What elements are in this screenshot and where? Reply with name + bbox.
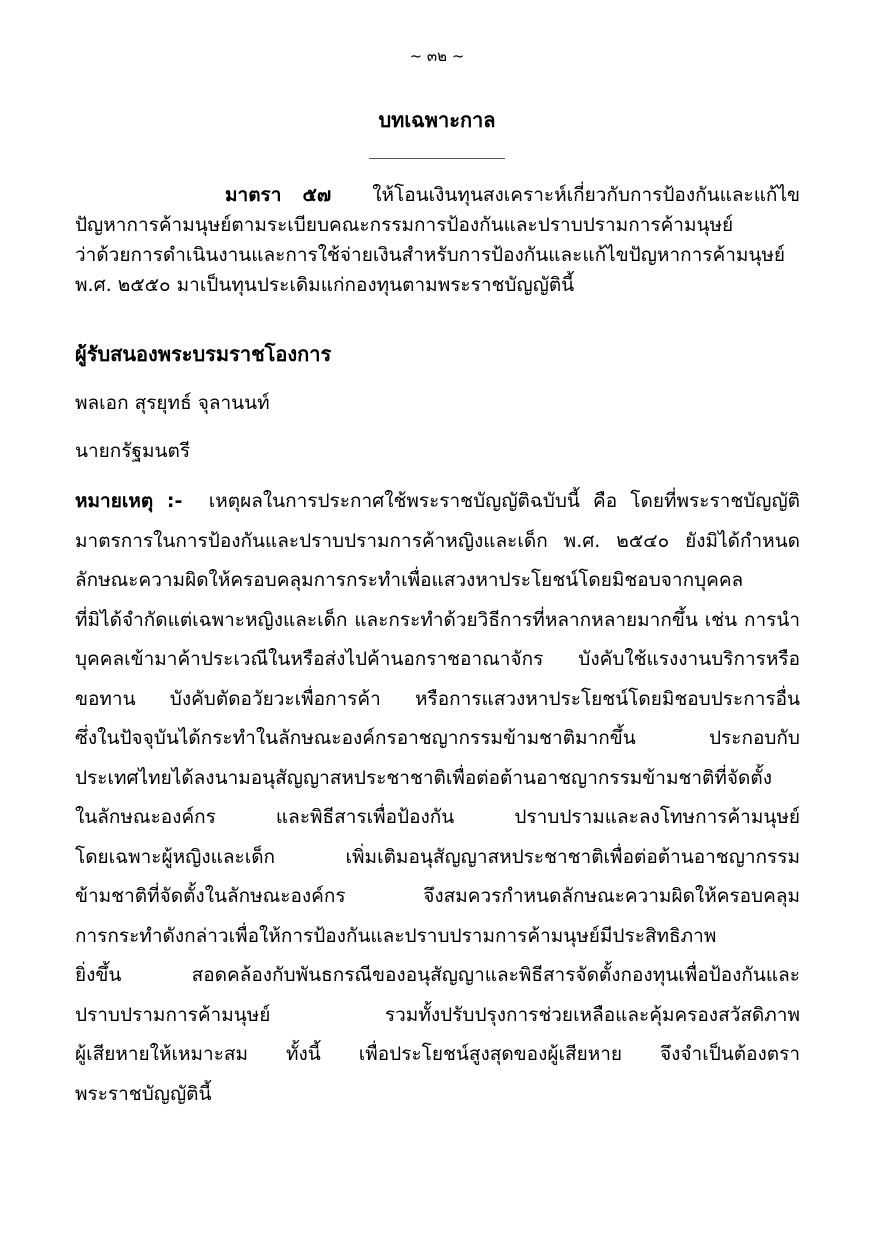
note-line-11: ข้ามชาติที่จัดตั้งในลักษณะองค์กร จึงสมควรกำหนดลักษณะความผิดให้ครอบคลุม [75,885,800,907]
note-line-7: ซึ่งในปัจจุบันได้กระทำในลักษณะองค์กรอาชญากรรมข้ามชาติมากขึ้น ประกอบกับ [75,727,800,749]
section-57 [75,180,800,300]
countersign-heading: ผู้รับสนองพระบรมราชโองการ [75,342,332,366]
signatory-title: นายกรัฐมนตรี [75,440,191,462]
note-line-12: การกระทำดังกล่าวเพื่อให้การป้องกันและปราบปรามการค้ามนุษย์มีประสิทธิภาพ [75,924,717,947]
note-line-1 [75,482,800,522]
page-number: ~ ๓๒ ~ [409,47,465,65]
note-line-14: ปราบปรามการค้ามนุษย์ รวมทั้งปรับปรุงการช่วยเหลือและคุ้มครองสวัสดิภาพ [75,1003,800,1026]
chapter-title: บทเฉพาะกาล [378,108,496,132]
note-line-6: ขอทาน บังคับตัดอวัยวะเพื่อการค้า หรือการแสวงหาประโยชน์โดยมิชอบประการอื่น [75,687,800,710]
section-57-line-1 [75,180,800,210]
note-line-3: ลักษณะความผิดให้ครอบคลุมการกระทำเพื่อแสวงหาประโยชน์โดยมิชอบจากบุคคล [75,569,744,591]
explanatory-note [75,482,800,1114]
title-divider [369,158,505,159]
note-line-10: โดยเฉพาะผู้หญิงและเด็ก เพิ่มเติมอนุสัญญาสหประชาชาติเพื่อต่อต้านอาชญากรรม [75,845,800,868]
note-label: หมายเหตุ :- [75,490,183,512]
section-57-line-3: ว่าด้วยการดำเนินงานและการใช้จ่ายเงินสำหรับการป้องกันและแก้ไขปัญหาการค้ามนุษย์ [75,244,786,266]
note-line-8: ประเทศไทยได้ลงนามอนุสัญญาสหประชาชาติเพื่อต่อต้านอาชญากรรมข้ามชาติที่จัดตั้ง [75,766,773,789]
section-57-label: มาตรา ๕๗ [225,184,332,206]
section-57-line-4: พ.ศ. ๒๕๕๐ มาเป็นทุนประเดิมแก่กองทุนตามพระราชบัญญัตินี้ [75,274,575,296]
signatory-name: พลเอก สุรยุทธ์ จุลานนท์ [75,392,270,414]
note-line-4: ที่มิได้จำกัดแต่เฉพาะหญิงและเด็ก และกระทำด้วยวิธีการที่หลากหลายมากขึ้น เช่น การนำ [75,608,800,631]
note-line-2: มาตรการในการป้องกันและปราบปรามการค้าหญิงและเด็ก พ.ศ. ๒๕๔๐ ยังมิได้กำหนด [75,529,800,552]
note-line-5: บุคคลเข้ามาค้าประเวณีในหรือส่งไปค้านอกราชอาณาจักร บังคับใช้แรงงานบริการหรือ [75,648,800,670]
note-line-16: พระราชบัญญัตินี้ [75,1082,212,1105]
note-line-15: ผู้เสียหายให้เหมาะสม ทั้งนี้ เพื่อประโยชน์สูงสุดของผู้เสียหาย จึงจำเป็นต้องตรา [75,1043,800,1065]
section-57-text-1: ให้โอนเงินทุนสงเคราะห์เกี่ยวกับการป้องกันและแก้ไข [372,184,800,206]
section-57-line-2: ปัญหาการค้ามนุษย์ตามระเบียบคณะกรรมการป้องกันและปราบปรามการค้ามนุษย์ [75,214,734,236]
note-line-13: ยิ่งขึ้น สอดคล้องกับพันธกรณีของอนุสัญญาและพิธีสารจัดตั้งกองทุนเพื่อป้องกันและ [75,964,800,986]
note-line-9: ในลักษณะองค์กร และพิธีสารเพื่อป้องกัน ปราบปรามและลงโทษการค้ามนุษย์ [75,806,800,828]
note-text-1: เหตุผลในการประกาศใช้พระราชบัญญัติฉบับนี้ คือ โดยที่พระราชบัญญัติ [208,490,800,512]
